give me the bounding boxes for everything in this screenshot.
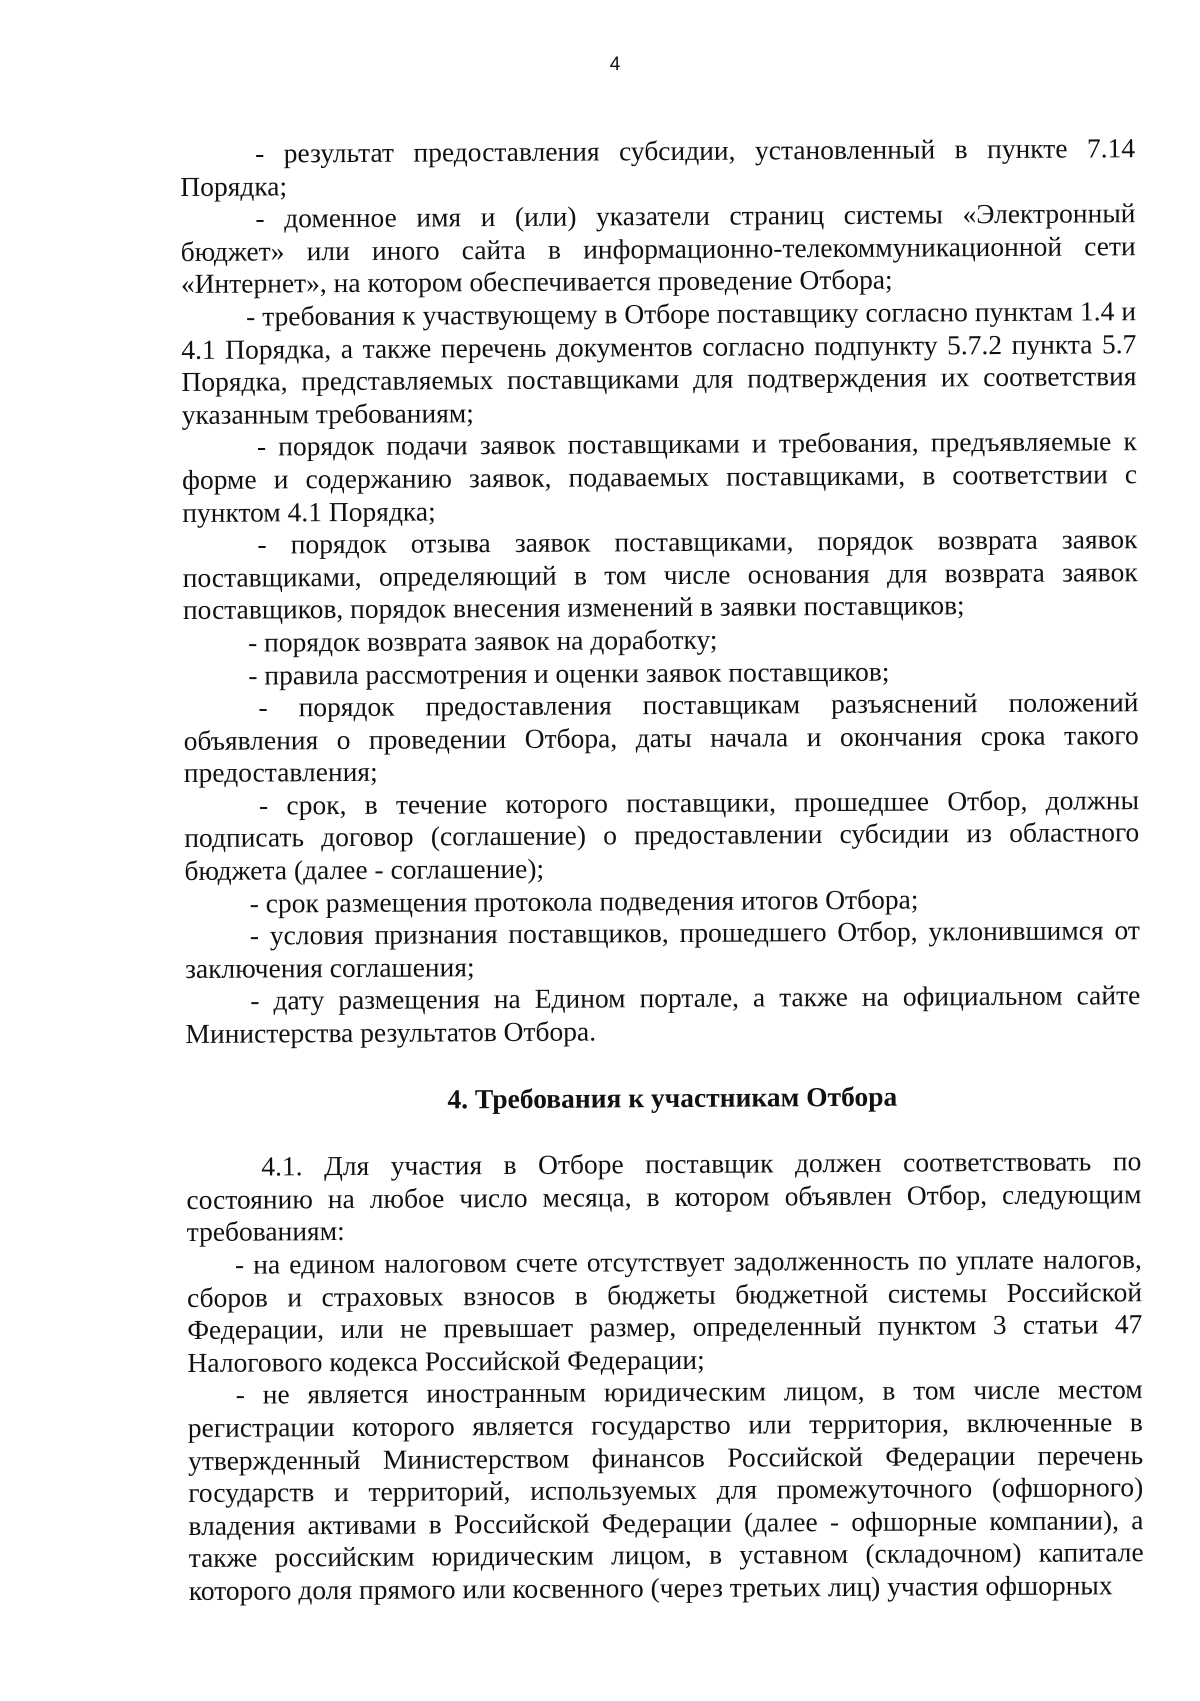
paragraph: - срок, в течение которого поставщики, прошедшее Отбор, должны подписать договор (соглашение) о предоставлении субсидии из областного бюджета (далее - соглашение); <box>184 784 1140 887</box>
paragraph: - дату размещения на Едином портале, а также на официальном сайте Министерства результатов Отбора. <box>185 979 1141 1050</box>
paragraph: - доменное имя и (или) указатели страниц системы «Электронный бюджет» или иного сайта в информационно-телекоммуникационной сети «Интернет», на котором обеспечивается проведение Отбора; <box>180 197 1136 300</box>
paragraph: - правила рассмотрения и оценки заявок поставщиков; <box>248 655 890 691</box>
paragraph: - порядок возврата заявок на доработку; <box>247 623 718 658</box>
paragraph: - требования к участвующему в Отборе поставщику согласно пунктам 1.4 и 4.1 Порядка, а также перечень документов согласно подпункту 5.7.2 пункта 5.7 Порядка, представляемых поставщиками для подтверждения их соответствия указанным требованиям; <box>181 295 1137 430</box>
paragraph: - на едином налоговом счете отсутствует задолженность по уплате налогов, сборов и страховых взносов в бюджеты бюджетной системы Российской Федерации, или не превышает размер, определенный пунктом 3 статьи 47 Налогового кодекса Российской Федерации; <box>186 1243 1143 1378</box>
paragraph: - порядок отзыва заявок поставщиками, порядок возврата заявок поставщиками, определяющий в том числе основания для возврата заявок поставщиков, порядок внесения изменений в заявки поставщиков; <box>182 523 1138 626</box>
paragraph: - условия признания поставщиков, прошедшего Отбор, уклонившимся от заключения соглашения; <box>184 914 1140 984</box>
page-number: 4 <box>609 54 621 75</box>
paragraph: - не является иностранным юридическим лицом, в том числе местом регистрации которого является государство или территория, включенные в утвержденный Министерством финансов Российской Федерации перечень государств и территорий, используемых для промежуточного (офшорного) владения активами в Российской Федерации (далее - офшорные компании), а также российским юридическим лицом, в уставном (складочном) капитале которого доля прямого или косвенного (через третьих лиц) участия офшорных <box>187 1373 1144 1606</box>
paragraph: - порядок предоставления поставщикам разъяснений положений объявления о проведении Отбора, даты начала и окончания срока такого предоставления; <box>183 686 1139 789</box>
paragraph: - порядок подачи заявок поставщиками и требования, предъявляемые к форме и содержанию заявок, подаваемых поставщиками, в соответствии с пунктом 4.1 Порядка; <box>181 425 1138 528</box>
paragraph: 4.1. Для участия в Отборе поставщик должен соответствовать по состоянию на любое число месяца, в котором объявлен Отбор, следующим требованиям: <box>186 1145 1142 1248</box>
paragraph: - срок размещения протокола подведения итогов Отбора; <box>249 883 919 919</box>
document-body <box>180 132 1144 1607</box>
section-title: 4. Требования к участникам Отбора <box>447 1080 898 1115</box>
paragraph: - результат предоставления субсидии, установленный в пункте 7.14 Порядка; <box>180 132 1136 202</box>
